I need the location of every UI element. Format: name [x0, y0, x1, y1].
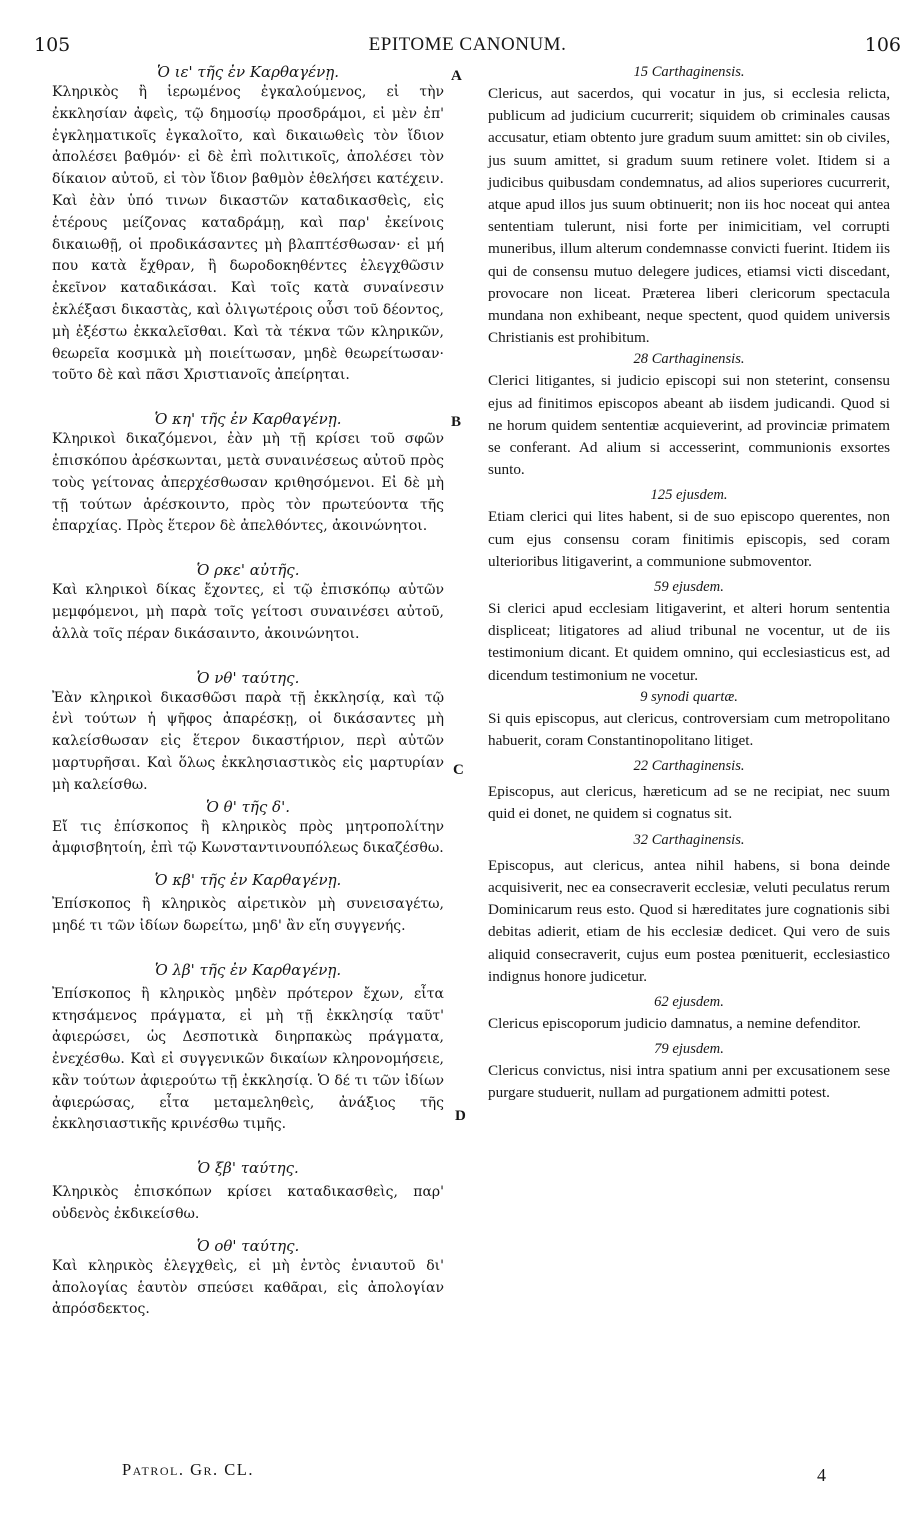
canon-title: Ὁ κη' τῆς ἐν Καρθαγένῃ.	[154, 410, 342, 429]
canon-number: 62	[654, 993, 669, 1010]
canon-source: Carthaginensis.	[651, 64, 745, 80]
canon-source: Carthaginensis.	[651, 351, 745, 368]
canon-title: Ὁ ρκε' αὐτῆς.	[196, 561, 300, 580]
canon-title	[488, 992, 890, 1013]
canon-title	[488, 577, 890, 598]
canon-text: Clericus, aut sacerdos, qui vocatur in jus, si ecclesia relicta, publicum ad judicium cucurrerit; siquidem ob criminales causas accusatur, etiam obtento jure gradum suum amittet: sin ob civiles, jus suum amittet, si gradum suum retinere volet. Itidem si a judicibus quibusdam condemnatus, ad alios superiores cucurrerit, atque apud illos jus suum obtinuerit; non iis hoc noceat qui antea sententiam tulerunt, nisi forte per inimicitiam, vel corrupti muneribus, illum alterum condemnasse convicti fuerint. Itidem iis qui de consensu mutuo delegere judices, etiamsi victi discedant, provocare non liceat. Præterea liberi clericorum spectacula mundana non exhibeant, neque spectent, quod quidem universis Christianis est prohibitum.	[488, 85, 890, 347]
margin-mark-c: C	[453, 762, 464, 778]
canon-text: Εἴ τις ἐπίσκοπος ἢ κληρικὸς πρὸς μητροπολίτην ἀμφισβητοίη, ἐπὶ τῷ Κωνσταντινουπόλεως δικαζέσθω.	[52, 818, 444, 857]
canon-text: Καὶ κληρικὸς ἐλεγχθεὶς, εἰ μὴ ἐντὸς ἐνιαυτοῦ δι' ἀπολογίας ἑαυτὸν σπεύσει καθᾶραι, εἰς ἀπολογίαν ἀπρόσδεκτος.	[52, 1257, 444, 1318]
canon-text: Κληρικοὶ δικαζόμενοι, ἐὰν μὴ τῇ κρίσει τοῦ σφῶν ἐπισκόπου ἀρέσκωνται, μετὰ συναινέσεως αὐτοῦ πρὸς τοὺς γείτονας ἀπερχέσθωσαν κριθησόμενοι. Εἰ δὲ μὴ τῇ τούτων ἀρέσκοιντο, πρὸς τὸν πρωτεύοντα τῆς ἐπαρχίας. Πρὸς ἕτερον δὲ ἀπελθόντες, ἀκοινώνητοι.	[52, 431, 444, 535]
canon-number: 15	[633, 64, 649, 80]
canon-text: Episcopus, aut clericus, hæreticum ad se ne recipiat, nec suum quid ei donet, ne quidem si cognatus sit.	[488, 783, 890, 823]
canon-title	[488, 485, 890, 506]
canon-source: ejusdem.	[672, 579, 724, 596]
footer-signature: Patrol. Gr. CL.	[122, 1460, 254, 1479]
canon-title	[488, 1039, 890, 1060]
margin-mark-a: A	[451, 68, 462, 84]
canon-title: Ὁ νθ' ταύτης.	[196, 668, 300, 687]
canon-text: Clerici litigantes, si judicio episcopi sui non steterint, consensu ejus ad finitimos episcopos abeant ab iisdem judicandi. Quod si ne horum quidem sententiæ acquieverint, ad provinciæ primatem se conferant. Ad alium si accesserint, communionis exsortes sunto.	[488, 372, 890, 479]
running-title: EPITOME CANONUM.	[368, 34, 567, 55]
page-number-left: 105	[34, 34, 71, 56]
canon-source: synodi quartæ.	[651, 688, 738, 705]
canon-text: Si quis episcopus, aut clericus, controversiam cum metropolitano habuerit, coram Constantinopolitano litiget.	[488, 709, 890, 750]
canon-number: 9	[640, 688, 648, 705]
canon-number: 59	[654, 579, 669, 596]
margin-mark-b: B	[451, 414, 462, 430]
canon-source: Carthaginensis.	[651, 831, 745, 848]
canon-number: 125	[650, 487, 673, 504]
canon-title	[488, 62, 890, 83]
page-number-right: 106	[864, 34, 901, 56]
canon-text: Ἐπίσκοπος ἢ κληρικὸς μηδὲν πρότερον ἔχων, εἶτα κτησάμενος πράγματα, εἰ μὴ τῇ ἐκκλησίᾳ ταῦτ' ἀφιερώσει, ὡς Δεσποτικὰ διηρπακὼς πράγματα, ἐνεχέσθω. Καὶ εἰ συγγενικῶν δικαίων κληρονομήσειε, κἂν τούτων ἀφιερούτω τῇ ἐκκλησίᾳ. Ὁ δέ τι τῶν ἰδίων ἀφιερώσας, εἶτα μεταμεληθεὶς, ἀνάξιος τῆς ἐκκλησιαστικῆς κρινέσθω τιμῆς.	[52, 985, 444, 1133]
canon-text: Καὶ κληρικοὶ δίκας ἔχοντες, εἰ τῷ ἐπισκόπῳ αὐτῶν μεμφόμενοι, μὴ παρὰ τοῖς γείτοσι συναινέσει αὐτοῦ, ἀλλὰ τοῖς πέραν δικάσαιντο, ἀκοινώνητοι.	[52, 582, 444, 642]
canon-source: ejusdem.	[676, 487, 728, 504]
canon-title: Ὁ κβ' τῆς ἐν Καρθαγένῃ.	[154, 871, 342, 890]
canon-text: Κληρικὸς ἢ ἱερωμένος ἐγκαλούμενος, εἰ τὴν ἐκκλησίαν ἀφεὶς, τῷ δημοσίῳ προσδράμοι, εἰ μὲν ἐπ' ἐγκληματικοῖς ἐγκαλοῖτο, καὶ δικαιωθεὶς τὸν ἴδιον ἀπολέσει βαθμόν· εἰ δὲ ἐπὶ πολιτικοῖς, ἀπολέσει τὸν δίκαιον αὐτοῦ, εἰ τὸν ἴδιον βαθμὸν ἐθελήσει κατέχειν. Καὶ ἐὰν ὑπό τινων δικαστῶν καταδικασθεὶς, εἰς ἑτέρους μείζονας καταδράμῃ, καὶ παρ' ἐκείνοις δικαιωθῇ, οἱ προδικάσαντες μὴ βλαπτέσθωσαν· εἰ μή που κατὰ ἔχθραν, ἢ δωροδοκηθέντες ἐλεγχθῶσιν ἐκεῖνον καταδικάσαι. Καὶ τοῖς κατὰ συναίνεσιν ἐκλέξασι δικαστὰς, καὶ ὀλιγωτέροις οὖσι τοῦ δέοντος, μὴ ἐξέστω ἐκκαλεῖσθαι. Καὶ τὰ τέκνα τῶν κληρικῶν, θεωρεῖα κοσμικὰ μὴ ποιείτωσαν, μηδὲ θεωρείτωσαν· τοῦτο δὲ καὶ πᾶσι Χριστιανοῖς ἀπείρηται.	[52, 84, 444, 384]
canon-title: Ὁ ξβ' ταύτης.	[197, 1159, 299, 1178]
canon-number: 79	[654, 1041, 669, 1058]
canon-text: Clericus convictus, nisi intra spatium anni per excusationem sese purgare studuerit, nullam ad purgationem admitti potest.	[488, 1062, 890, 1102]
canon-source: Carthaginensis.	[651, 758, 745, 775]
footer-signature-number: 4	[817, 1465, 826, 1485]
canon-title: Ὁ θ' τῆς δ'.	[206, 797, 290, 816]
margin-mark-d: D	[455, 1108, 466, 1124]
canon-title	[488, 830, 890, 851]
canon-text: Κληρικὸς ἐπισκόπων κρίσει καταδικασθεὶς, παρ' οὐδενὸς ἐκδικείσθω.	[52, 1184, 444, 1223]
canon-number: 22	[633, 758, 649, 775]
canon-title: Ὁ ιε' τῆς ἐν Καρθαγένῃ.	[156, 63, 340, 81]
canon-number: 32	[633, 831, 649, 848]
greek-column	[52, 62, 444, 1321]
canon-text: Si clerici apud ecclesiam litigaverint, et alteri horum sententia displiceat; litigatores ad aliud tribunal ne vocentur, ut de iis testimonium dicant. Et quidem omnino, qui ecclesiasticus est, ad dicendum testimonium ne vocetur.	[488, 600, 890, 684]
page-header	[34, 34, 901, 58]
canon-title	[488, 349, 890, 370]
canon-source: ejusdem.	[672, 1041, 724, 1058]
canon-text: Ἐπίσκοπος ἢ κληρικὸς αἱρετικὸν μὴ συνεισαγέτω, μηδέ τι τῶν ἰδίων δωρείτω, μηδ' ἂν εἴη συγγενής.	[52, 896, 444, 934]
canon-number: 28	[633, 351, 649, 368]
latin-column	[488, 62, 890, 1105]
canon-title	[488, 756, 890, 777]
canon-title: Ὁ λβ' τῆς ἐν Καρθαγένῃ.	[154, 960, 342, 979]
canon-text: Ἐὰν κληρικοὶ δικασθῶσι παρὰ τῇ ἐκκλησίᾳ, καὶ τῷ ἑνὶ τούτων ἡ ψῆφος ἀπαρέσκῃ, οἱ δικάσαντες μὴ καλείσθωσαν εἰς ἕτερον δικαστήριον, περὶ αὐτῶν μαρτυρῆσαι. Καὶ ὅλως ἐκκλησιαστικὸς εἰς μαρτυρίαν μὴ καλείσθω.	[52, 689, 444, 793]
canon-text: Clericus episcoporum judicio damnatus, a nemine defenditor.	[488, 1014, 861, 1032]
canon-source: ejusdem.	[672, 993, 724, 1010]
canon-title: Ὁ οθ' ταύτης.	[196, 1236, 300, 1255]
canon-text: Etiam clerici qui lites habent, si de suo episcopo querentes, non cum ejus consensu coram finitimis episcopis, sed coram ulterioribus litigaverint, a communione submoventor.	[488, 508, 890, 570]
canon-title	[488, 687, 890, 708]
canon-text: Episcopus, aut clericus, antea nihil habens, si bona deinde acquisiverit, nec ea consecraverit ecclesiæ, veluti peculatus rerum Dominicarum reus esto. Quod si hæreditates jure cognationis sibi debitas adierit, etiam de his ecclesiæ dedicet. Qui vero de suis aliquid consecraverit, cujus eum postea pœnituerit, ecclesiastico indignus honore judicetur.	[488, 856, 890, 985]
